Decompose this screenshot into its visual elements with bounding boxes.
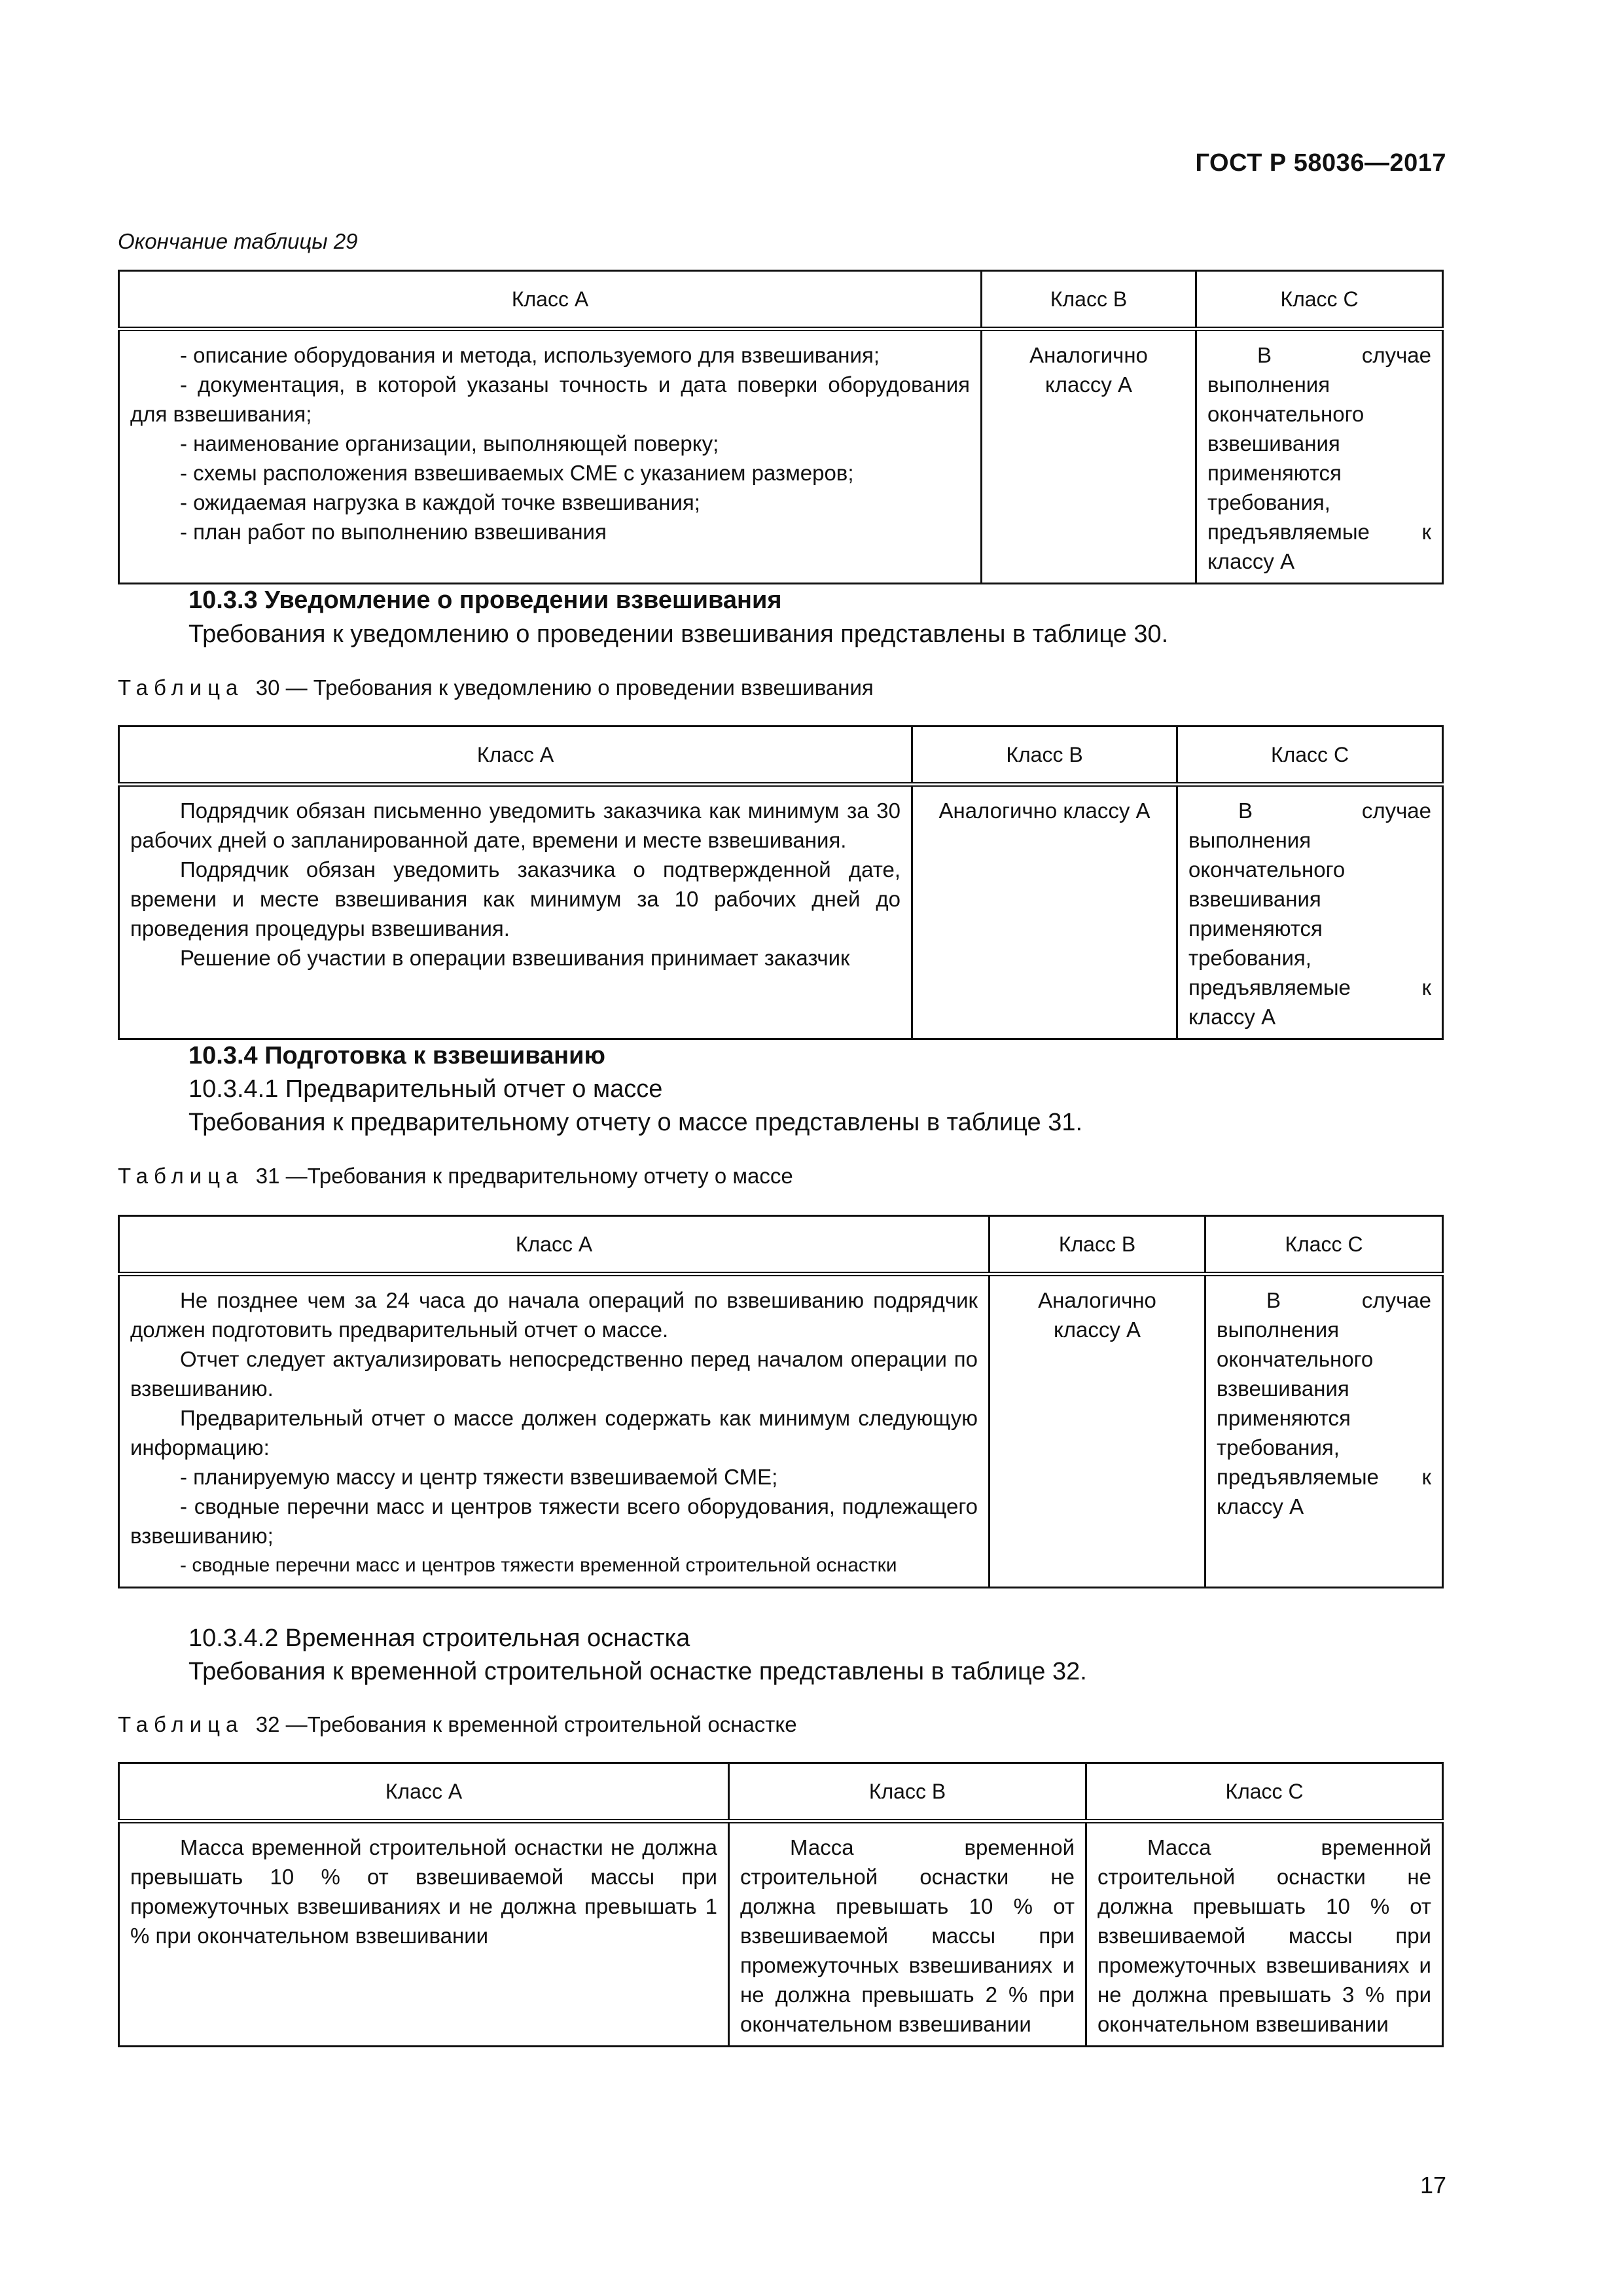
section-10-3-4-2-text: Требования к временной строительной оснастке представлены в таблице 32. bbox=[188, 1658, 1087, 1685]
section-10-3-4-1-text: Требования к предварительному отчету о массе представлены в таблице 31. bbox=[188, 1109, 1083, 1136]
section-10-3-3-heading: 10.3.3 Уведомление о проведении взвешивания bbox=[188, 586, 782, 614]
col-header-class-a: Класс А bbox=[119, 1763, 729, 1821]
standard-number: ГОСТ Р 58036—2017 bbox=[1195, 149, 1446, 177]
t30-class-a-cell bbox=[120, 787, 911, 979]
table-label: Таблица bbox=[118, 675, 244, 700]
t32-class-b-cell bbox=[730, 1823, 1085, 2045]
t29-class-b-cell: Аналогично классу А bbox=[1029, 343, 1148, 397]
list-item: - сводные перечни масс и центров тяжести всего оборудования, подлежащего взвешиванию; bbox=[130, 1494, 978, 1548]
list-item: - планируемую массу и центр тяжести взвешиваемой СМЕ; bbox=[180, 1465, 778, 1489]
table-31-caption bbox=[118, 1164, 793, 1189]
cell-text: В случае выполнения окончательного взвешивания применяются требования, предъявляемые к классу А bbox=[1217, 1288, 1431, 1518]
paragraph: Предварительный отчет о массе должен содержать как минимум следующую информацию: bbox=[130, 1406, 978, 1460]
table-title: 32 —Требования к временной строительной оснастке bbox=[255, 1712, 797, 1736]
table-title: 31 —Требования к предварительному отчету о массе bbox=[255, 1164, 793, 1188]
list-item: - описание оборудования и метода, используемого для взвешивания; bbox=[180, 343, 880, 367]
section-10-3-4-2-title: 10.3.4.2 Временная строительная оснастка bbox=[188, 1624, 690, 1652]
paragraph: Подрядчик обязан письменно уведомить заказчика как минимум за 30 рабочих дней о запланированной дате, времени и месте взвешивания. bbox=[130, 798, 901, 852]
col-header-class-c: Класс С bbox=[1177, 726, 1443, 785]
table-title: 30 — Требования к уведомлению о проведении взвешивания bbox=[255, 675, 874, 700]
t32-class-a-cell bbox=[120, 1823, 728, 1957]
table-label: Таблица bbox=[118, 1164, 244, 1188]
t32-class-c-cell bbox=[1087, 1823, 1442, 2045]
table-label: Таблица bbox=[118, 1712, 244, 1736]
cell-text: Масса временной строительной оснастки не должна превышать 10 % от взвешиваемой массы при промежуточных взвешиваниях и не должна превышать 2 % при окончательном взвешивании bbox=[740, 1835, 1075, 2036]
t29-class-a-cell bbox=[120, 331, 980, 553]
col-header-class-c: Класс С bbox=[1205, 1216, 1443, 1274]
col-header-class-b: Класс В bbox=[729, 1763, 1086, 1821]
t30-class-b-cell: Аналогично классу А bbox=[938, 798, 1150, 823]
list-item: - наименование организации, выполняющей поверку; bbox=[180, 431, 719, 456]
page-number: 17 bbox=[1419, 2172, 1446, 2198]
t31-class-a-cell bbox=[120, 1276, 988, 1587]
list-item: - ожидаемая нагрузка в каждой точке взвешивания; bbox=[180, 490, 700, 514]
cell-text: В случае выполнения окончательного взвешивания применяются требования, предъявляемые к классу А bbox=[1207, 343, 1431, 573]
paragraph: Подрядчик обязан уведомить заказчика о подтвержденной дате, времени и месте взвешивания как минимум за 10 рабочих дней до проведения процедуры взвешивания. bbox=[130, 857, 901, 941]
paragraph: Решение об участии в операции взвешивания принимает заказчик bbox=[180, 946, 850, 970]
t31-class-b-cell: Аналогично классу А bbox=[1038, 1288, 1156, 1342]
table-30-caption bbox=[118, 675, 874, 700]
section-10-3-4-heading: 10.3.4 Подготовка к взвешиванию bbox=[188, 1042, 605, 1069]
table-31 bbox=[118, 1215, 1444, 1588]
list-item: - документация, в которой указаны точность и дата поверки оборудования для взвешивания; bbox=[130, 372, 970, 426]
section-10-3-4-1-title: 10.3.4.1 Предварительный отчет о массе bbox=[188, 1075, 663, 1103]
list-item: - схемы расположения взвешиваемых СМЕ с указанием размеров; bbox=[180, 461, 854, 485]
list-item: - план работ по выполнению взвешивания bbox=[180, 520, 607, 544]
paragraph: Отчет следует актуализировать непосредственно перед началом операции по взвешиванию. bbox=[130, 1347, 978, 1401]
col-header-class-a: Класс А bbox=[119, 271, 982, 329]
col-header-class-b: Класс В bbox=[982, 271, 1196, 329]
t29-class-c-cell bbox=[1197, 331, 1442, 583]
t31-class-c-cell bbox=[1206, 1276, 1442, 1528]
table-29 bbox=[118, 270, 1444, 584]
col-header-class-b: Класс В bbox=[990, 1216, 1205, 1274]
cell-text: Масса временной строительной оснастки не должна превышать 10 % от взвешиваемой массы при промежуточных взвешиваниях и не должна превышать 3 % при окончательном взвешивании bbox=[1097, 1835, 1431, 2036]
paragraph: Не позднее чем за 24 часа до начала операций по взвешиванию подрядчик должен подготовить предварительный отчет о массе. bbox=[130, 1288, 978, 1342]
col-header-class-a: Класс А bbox=[119, 726, 912, 785]
t30-class-c-cell bbox=[1178, 787, 1442, 1038]
table-32-caption bbox=[118, 1712, 797, 1737]
table-29-caption: Окончание таблицы 29 bbox=[118, 229, 358, 253]
col-header-class-c: Класс С bbox=[1196, 271, 1443, 329]
cell-text: Масса временной строительной оснастки не должна превышать 10 % от взвешиваемой массы при промежуточных взвешиваниях и не должна превышать 1 % при окончательном взвешивании bbox=[130, 1835, 717, 1948]
table-30 bbox=[118, 725, 1444, 1040]
list-item: - сводные перечни масс и центров тяжести временной строительной оснастки bbox=[180, 1554, 897, 1576]
col-header-class-b: Класс В bbox=[912, 726, 1177, 785]
col-header-class-c: Класс С bbox=[1086, 1763, 1443, 1821]
col-header-class-a: Класс А bbox=[119, 1216, 990, 1274]
cell-text: В случае выполнения окончательного взвешивания применяются требования, предъявляемые к классу А bbox=[1188, 798, 1431, 1029]
section-10-3-3-text: Требования к уведомлению о проведении взвешивания представлены в таблице 30. bbox=[188, 620, 1169, 648]
table-32 bbox=[118, 1762, 1444, 2047]
